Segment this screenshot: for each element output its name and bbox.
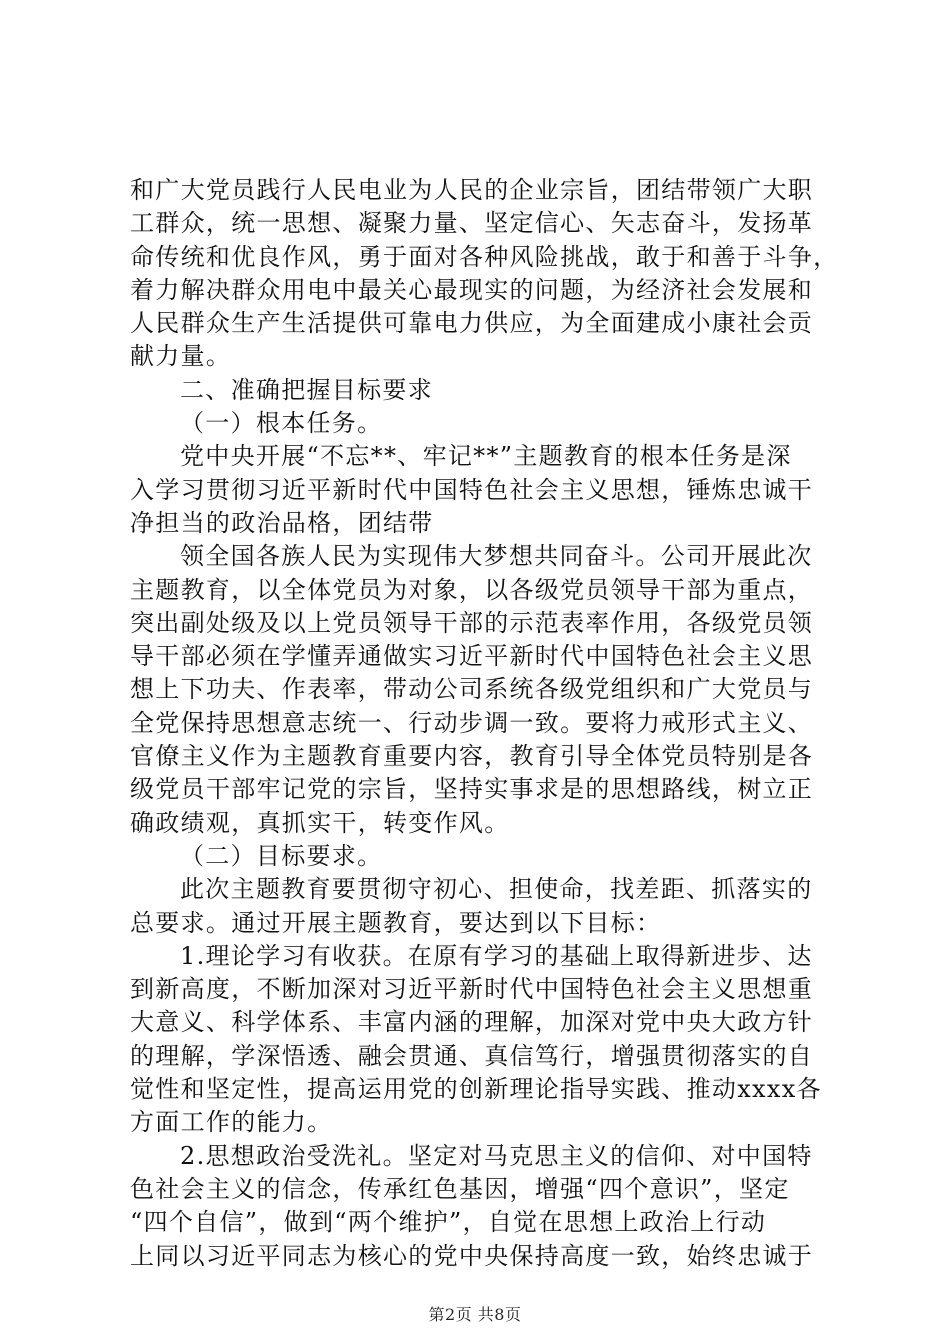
subsection-heading: （一）根本任务。: [180, 409, 383, 438]
text-line: 人民群众生产生活提供可靠电力供应，为全面建成小康社会贡: [130, 309, 814, 338]
text-line: 着力解决群众用电中最关心最现实的问题，为经济社会发展和: [130, 275, 814, 304]
list-item: 2.思想政治受洗礼。坚定对马克思主义的信仰、对中国特: [180, 1141, 813, 1170]
text-line: 色社会主义的信念，传承红色基因，增强“四个意识”，坚定: [130, 1174, 790, 1203]
text-line: 觉性和坚定性，提高运用党的创新理论指导实践、推动xxxx各: [130, 1075, 822, 1104]
text-line: 上同以习近平同志为核心的党中央保持高度一致，始终忠诚于: [130, 1241, 814, 1270]
text-line: 方面工作的能力。: [130, 1108, 333, 1137]
text-line: 的理解，学深悟透、融会贯通、真信笃行，增强贯彻落实的自: [130, 1041, 814, 1070]
text-line: 级党员干部牢记党的宗旨，坚持实事求是的思想路线，树立正: [130, 775, 814, 804]
text-line: 全党保持思想意志统一、行动步调一致。要将力戒形式主义、: [130, 708, 814, 737]
text-line: 主题教育，以全体党员为对象，以各级党员领导干部为重点，: [130, 575, 814, 604]
text-line: 大意义、科学体系、丰富内涵的理解，加深对党中央大政方针: [130, 1008, 814, 1037]
text-line: “四个自信”，做到“两个维护”，自觉在思想上政治上行动: [130, 1208, 767, 1237]
text-line: 领全国各族人民为实现伟大梦想共同奋斗。公司开展此次: [180, 542, 813, 571]
text-line: 官僚主义作为主题教育重要内容，教育引导全体党员特别是各: [130, 742, 814, 771]
text-line: 命传统和优良作风，勇于面对各种风险挑战，敢于和善于斗争，: [130, 242, 839, 271]
text-line: 想上下功夫、作表率，带动公司系统各级党组织和广大党员与: [130, 675, 814, 704]
text-line: 导干部必须在学懂弄通做实习近平新时代中国特色社会主义思: [130, 642, 814, 671]
text-line: 总要求。通过开展主题教育，要达到以下目标：: [130, 908, 662, 937]
text-line: 到新高度，不断加深对习近平新时代中国特色社会主义思想重: [130, 975, 814, 1004]
text-line: 党中央开展“不忘**、牢记**”主题教育的根本任务是深: [180, 442, 792, 471]
text-line: 净担当的政治品格，团结带: [130, 508, 434, 537]
document-body: [130, 174, 839, 1273]
text-line: 确政绩观，真抓实干，转变作风。: [130, 808, 510, 837]
text-line: 突出副处级及以上党员领导干部的示范表率作用，各级党员领: [130, 608, 814, 637]
text-line: 献力量。: [130, 342, 232, 371]
page-number: 第2页 共8页: [428, 1305, 522, 1324]
text-line: 入学习贯彻习近平新时代中国特色社会主义思想，锤炼忠诚干: [130, 475, 814, 504]
text-line: 和广大党员践行人民电业为人民的企业宗旨，团结带领广大职: [130, 176, 814, 204]
subsection-heading: （二）目标要求。: [180, 841, 383, 870]
text-line: 工群众，统一思想、凝聚力量、坚定信心、矢志奋斗，发扬革: [130, 209, 814, 238]
text-line: 此次主题教育要贯彻守初心、担使命，找差距、抓落实的: [180, 875, 813, 904]
list-item: 1.理论学习有收获。在原有学习的基础上取得新进步、达: [180, 941, 813, 970]
section-heading: 二、准确把握目标要求: [180, 375, 433, 404]
